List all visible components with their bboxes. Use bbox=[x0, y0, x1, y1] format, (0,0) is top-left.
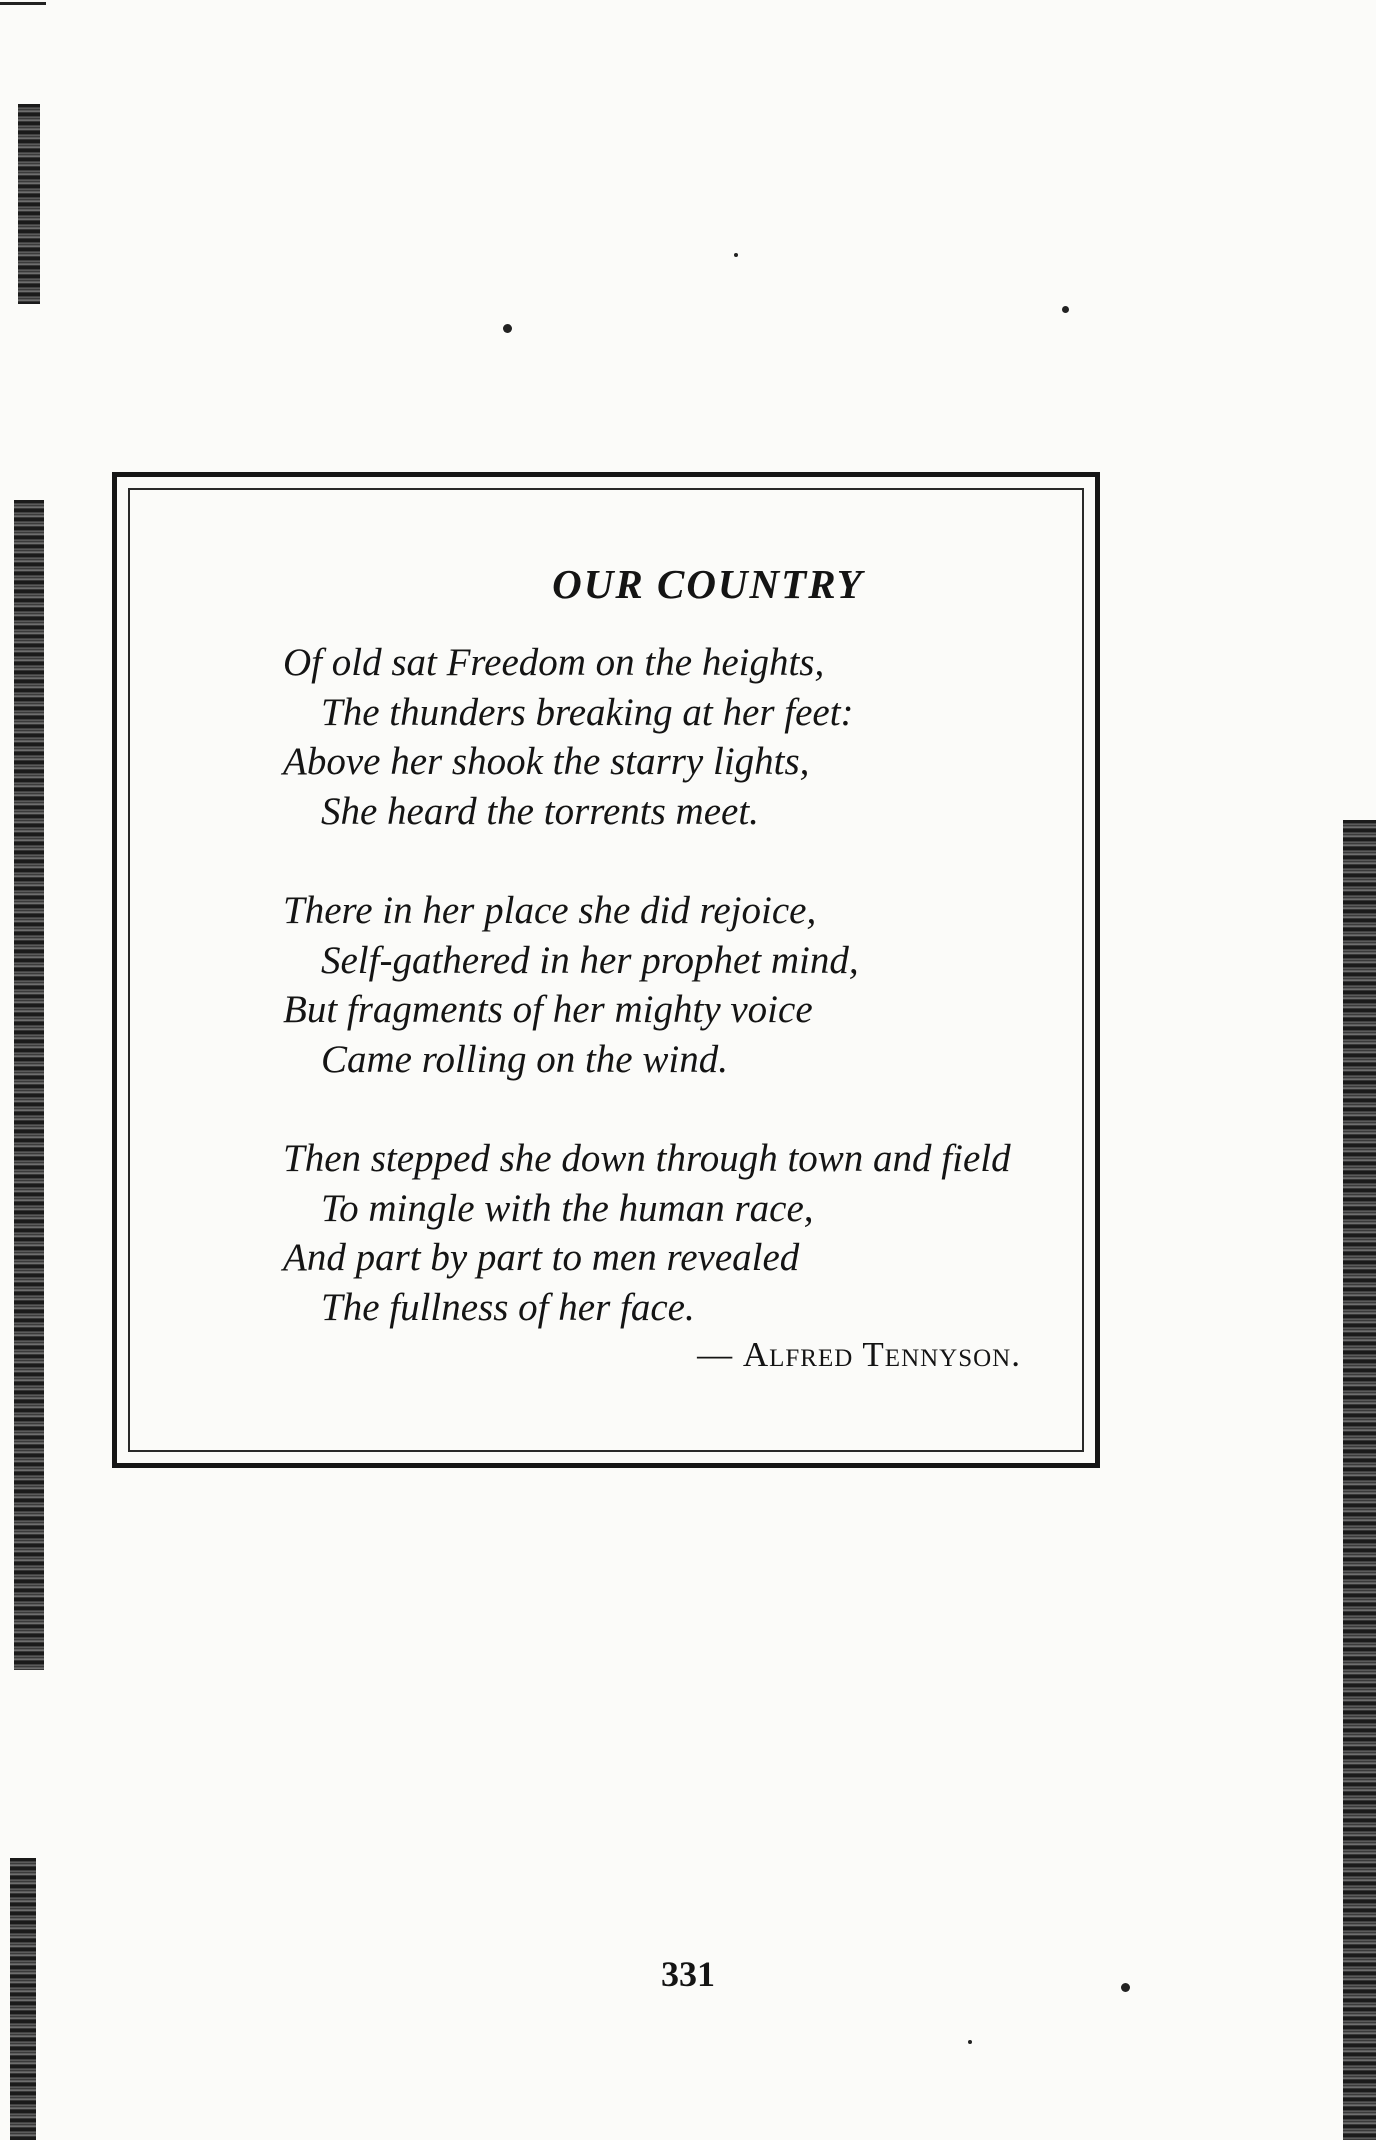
poem-attribution bbox=[697, 1335, 1021, 1375]
speck bbox=[503, 324, 512, 333]
speck bbox=[734, 253, 738, 257]
poem-line: Then stepped she down through town and field bbox=[283, 1137, 1011, 1180]
author-name: Alfred Tennyson. bbox=[742, 1335, 1021, 1374]
poem-line: And part by part to men revealed bbox=[283, 1236, 800, 1279]
poem-line: But fragments of her mighty voice bbox=[283, 988, 813, 1031]
poem-line: She heard the torrents meet. bbox=[321, 789, 759, 833]
speck bbox=[1062, 306, 1069, 313]
poem-title: OUR COUNTRY bbox=[552, 561, 864, 607]
attribution-dash: — bbox=[697, 1335, 734, 1374]
poem-line: There in her place she did rejoice, bbox=[283, 889, 817, 932]
left-binding-shadow-middle bbox=[14, 500, 44, 1670]
right-binding-shadow bbox=[1343, 820, 1376, 2140]
corner-mark bbox=[0, 2, 46, 5]
page-number: 331 bbox=[661, 1954, 715, 1994]
poem-line: Of old sat Freedom on the heights, bbox=[283, 641, 825, 684]
left-binding-shadow-top bbox=[18, 104, 40, 304]
poem-line: Self-gathered in her prophet mind, bbox=[321, 938, 859, 982]
poem-line: Came rolling on the wind. bbox=[321, 1037, 728, 1081]
poem-body bbox=[283, 638, 1043, 1332]
left-binding-shadow-bottom bbox=[10, 1858, 36, 2140]
stanza-1 bbox=[283, 638, 1043, 836]
poem-line: To mingle with the human race, bbox=[321, 1186, 814, 1230]
poem-line: The thunders breaking at her feet: bbox=[321, 690, 854, 734]
poem-line: Above her shook the starry lights, bbox=[283, 740, 810, 783]
stanza-3 bbox=[283, 1134, 1043, 1332]
poem-line: The fullness of her face. bbox=[321, 1285, 695, 1329]
speck bbox=[968, 2040, 972, 2044]
stanza-2 bbox=[283, 886, 1043, 1084]
